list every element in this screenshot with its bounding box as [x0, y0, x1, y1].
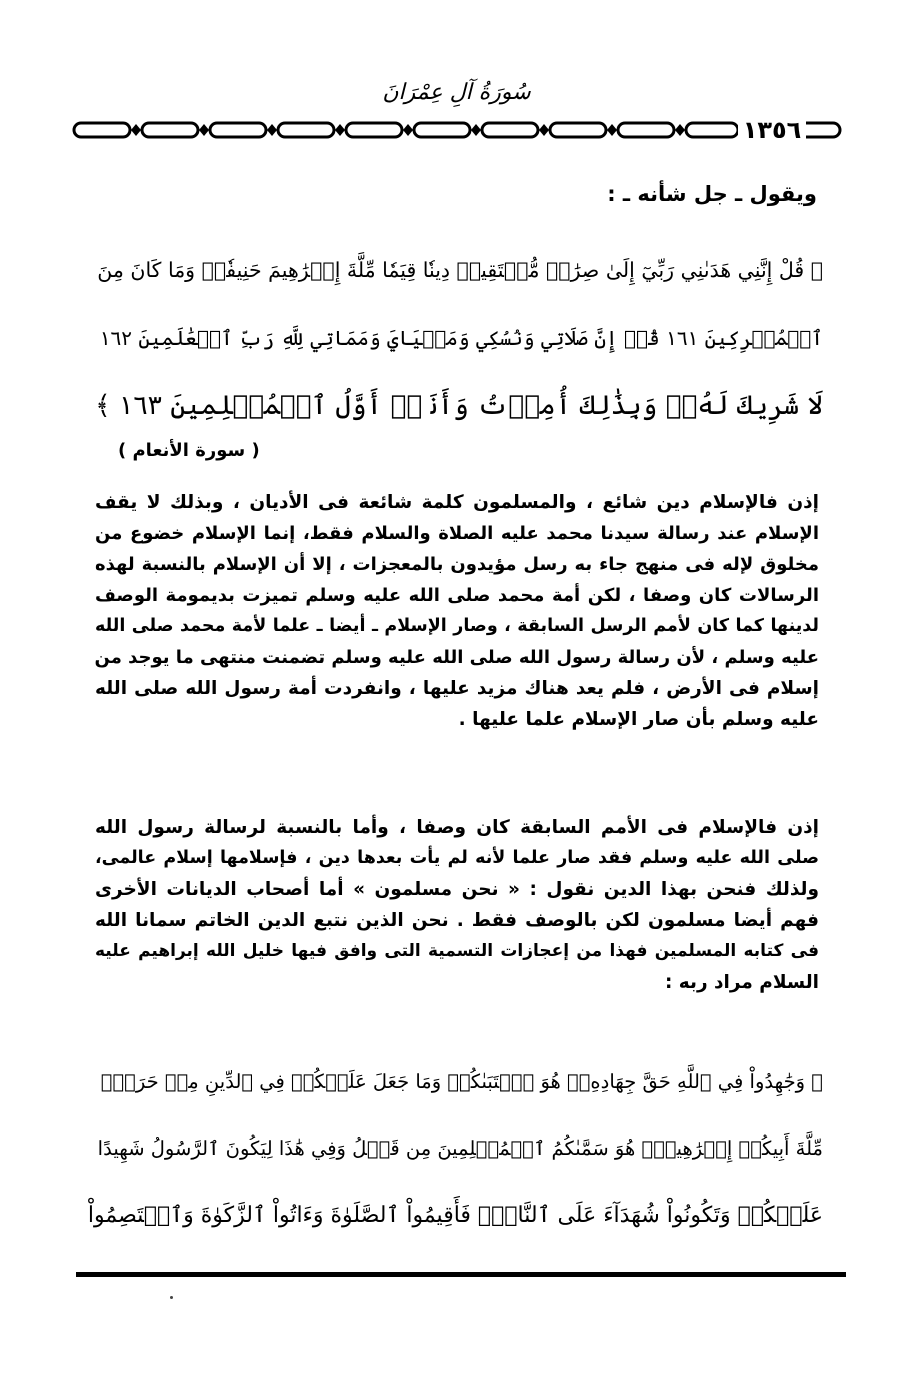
paragraph-line: مخلوق لإله فى منهج جاء به رسل مؤيدون بالمعجزات ، إلا أن الإسلام بالنسبة لهذه — [95, 554, 819, 575]
paragraph-line: عليه وسلم بأن صار الإسلام علما عليها . — [458, 709, 819, 730]
page-number: ١٣٥٦ — [738, 116, 806, 144]
paragraph-line: إسلام فى الأرض ، فلم يعد هناك مزيد عليها ، وانفردت أمة رسول الله صلى الله — [95, 678, 819, 699]
ornamental-chain-border — [72, 116, 842, 144]
verse-line: ٱلۡمُشۡرِكِينَ ١٦١ قُلۡ إِنَّ صَلَاتِي وَنُسُكِي وَمَحۡيَايَ وَمَمَاتِي لِلَّهِ رَبِّ ٱلۡعَٰلَمِينَ ١٦٢ — [99, 326, 823, 350]
intro-line: ويقول ـ جل شأنه ـ : — [607, 182, 817, 206]
paragraph-line: فى كتابه المسلمين فهذا من إعجازات التسمية التى وافق فيها خليل الله إبراهيم عليه — [95, 941, 819, 961]
surah-title-header: سُورَةُ آلِ عِمْرَانَ — [382, 80, 531, 105]
footer-rule — [76, 1272, 846, 1277]
surah-source-citation: ( سورة الأنعام ) — [118, 440, 260, 461]
verse-line: لَا شَرِيكَ لَهُۥۖ وَبِذَٰلِكَ أُمِرۡتُ وَأَنَا۠ أَوَّلُ ٱلۡمُسۡلِمِينَ ١٦٣ ﴾ — [95, 390, 823, 421]
paragraph-line: الإسلام عند رسالة سيدنا محمد عليه الصلاة والسلام فقط، إنما الإسلام خضوع من — [95, 523, 819, 544]
verse-line: عَلَيۡكُمۡ وَتَكُونُواْ شُهَدَآءَ عَلَى ٱلنَّاسِۚ فَأَقِيمُواْ ٱلصَّلَوٰةَ وَءَاتُواْ ٱلزَّكَوٰةَ وَٱعۡتَصِمُواْ — [87, 1203, 823, 1228]
verse-line: ﴿ وَجَٰهِدُواْ فِي ٱللَّهِ حَقَّ جِهَادِهِۦۚ هُوَ ٱجۡتَبَىٰكُمۡ وَمَا جَعَلَ عَلَيۡكُمۡ فِي ٱلدِّينِ مِنۡ حَرَجٖۚ — [100, 1070, 823, 1093]
paragraph-line: صلى الله عليه وسلم فقد صار علما لأنه لم يأت بعدها دين ، فإسلامها إسلام عالمى، — [95, 848, 819, 868]
paragraph-line: السلام مراد ربه : — [664, 972, 819, 993]
verse-line: ﴿ قُلْ إِنَّنِي هَدَىٰنِي رَبِّيٓ إِلَىٰ صِرَٰطٖ مُّسۡتَقِيمٖ دِينٗا قِيَمٗا مِّلَّةَ إِبۡرَٰهِيمَ حَنِيفٗاۚ وَمَا كَانَ مِنَ — [97, 258, 823, 282]
paragraph-line: الرسالات كان وصفا ، لكن أمة محمد صلى الله عليه وسلم تميزت بديمومة الوصف — [95, 585, 819, 606]
footer-mark — [170, 1296, 173, 1299]
paragraph-line: لدينها كما كان لأمم الرسل السابقة ، وصار الإسلام ـ أيضا ـ علما لأمة محمد صلى الله — [95, 616, 819, 636]
paragraph-line: فهم أيضا مسلمون لكن بالوصف فقط . نحن الذين نتبع الدين الخاتم سمانا الله — [95, 910, 819, 931]
quran-verse-block-2 — [88, 1050, 823, 1251]
paragraph-line: إذن فالإسلام دين شائع ، والمسلمون كلمة شائعة فى الأديان ، وبذلك لا يقف — [95, 492, 819, 513]
paragraph-line: إذن فالإسلام فى الأمم السابقة كان وصفا ، وأما بالنسبة لرسالة رسول الله — [95, 817, 819, 838]
paragraph-line: ولذلك فنحن بهذا الدين نقول : « نحن مسلمون » أما أصحاب الديانات الأخرى — [95, 879, 819, 900]
commentary-paragraph-1 — [95, 487, 819, 735]
quran-verse-block-1 — [88, 238, 823, 442]
paragraph-line: عليه وسلم ، لأن رسالة رسول الله صلى الله عليه وسلم تضمنت منتهى ما يوجد من — [95, 647, 819, 668]
commentary-paragraph-2 — [95, 812, 819, 998]
verse-line: مِّلَّةَ أَبِيكُمۡ إِبۡرَٰهِيمَۚ هُوَ سَمَّىٰكُمُ ٱلۡمُسۡلِمِينَ مِن قَبۡلُ وَفِي هَٰذَا لِيَكُونَ ٱلرَّسُولُ شَهِيدًا — [97, 1137, 823, 1160]
